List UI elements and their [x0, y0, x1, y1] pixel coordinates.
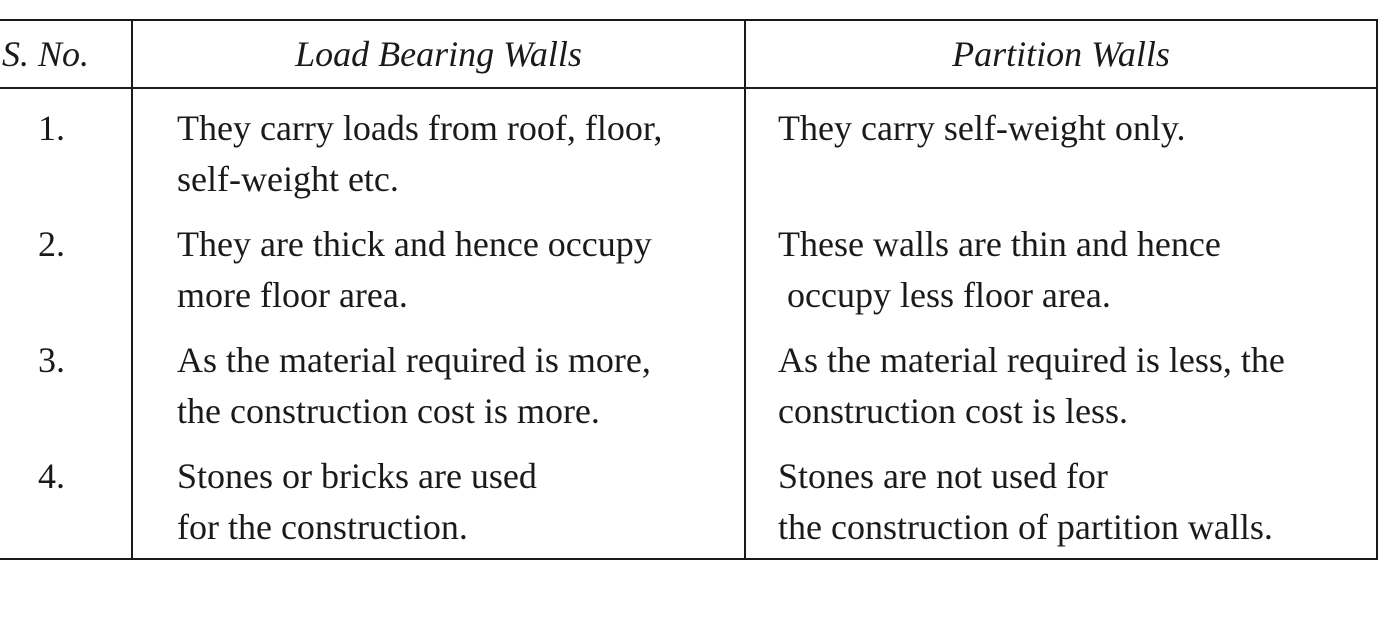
- load-bearing-cell: [132, 88, 745, 219]
- header-sno: S. No.: [0, 20, 132, 88]
- cell-line: They carry loads from roof, floor,: [177, 108, 663, 148]
- cell-line: They are thick and hence occupy: [177, 224, 652, 264]
- header-partition-walls: Partition Walls: [745, 20, 1377, 88]
- cell-line: They carry self-weight only.: [778, 108, 1186, 148]
- cell-line: more floor area.: [177, 275, 408, 315]
- load-bearing-cell: [132, 219, 745, 335]
- header-row: [0, 20, 1377, 88]
- row-number: 3.: [0, 335, 132, 451]
- load-bearing-cell: [132, 335, 745, 451]
- cell-line: construction cost is less.: [778, 391, 1128, 431]
- table-row: [0, 335, 1377, 451]
- cell-line: self-weight etc.: [177, 159, 399, 199]
- cell-line: the construction of partition walls.: [778, 507, 1273, 547]
- cell-line: for the construction.: [177, 507, 468, 547]
- partition-cell: [745, 219, 1377, 335]
- cell-line: These walls are thin and hence: [778, 224, 1221, 264]
- load-bearing-cell: [132, 451, 745, 559]
- cell-line: As the material required is less, the: [778, 340, 1285, 380]
- cell-line: Stones or bricks are used: [177, 456, 537, 496]
- table-row: [0, 219, 1377, 335]
- cell-line: occupy less floor area.: [778, 275, 1111, 315]
- comparison-table: [0, 19, 1378, 560]
- cell-line: the construction cost is more.: [177, 391, 600, 431]
- cell-line: Stones are not used for: [778, 456, 1108, 496]
- header-load-bearing-walls: Load Bearing Walls: [132, 20, 745, 88]
- row-number: 2.: [0, 219, 132, 335]
- partition-cell: [745, 451, 1377, 559]
- cell-line: As the material required is more,: [177, 340, 651, 380]
- row-number: 1.: [0, 88, 132, 219]
- table-row: [0, 451, 1377, 559]
- row-number: 4.: [0, 451, 132, 559]
- table-row: [0, 88, 1377, 219]
- partition-cell: [745, 88, 1377, 219]
- partition-cell: [745, 335, 1377, 451]
